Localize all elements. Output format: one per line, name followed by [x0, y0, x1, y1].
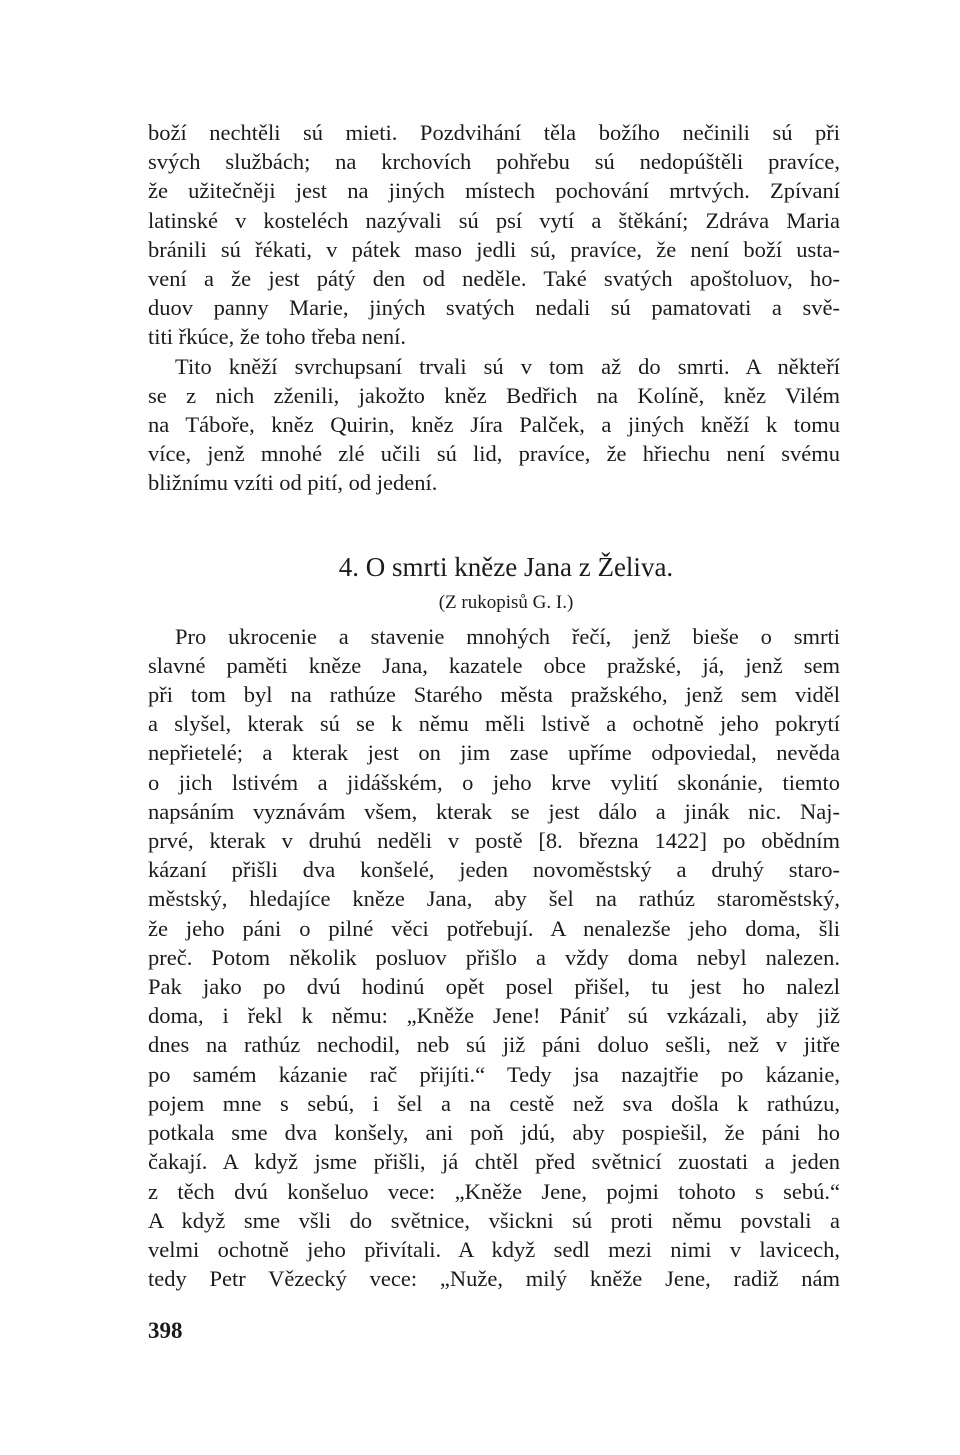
- text-line: čakají. A když jsme přišli, já chtěl před světnicí zuostati a jeden: [148, 1149, 840, 1175]
- paragraph-3: [148, 622, 840, 1294]
- text-line: nepřietelé; a kterak jest on jim zase upříme odpoviedal, nevěda: [148, 740, 840, 766]
- page-number: 398: [148, 1318, 183, 1343]
- section-source-note: (Z rukopisů G. I.): [438, 591, 574, 613]
- text-line: duov panny Marie, jiných svatých nedali sú pamatovati a svě-: [148, 295, 840, 321]
- text-line: velmi ochotně jeho přivítali. A když sedl mezi nimi v lavicech,: [148, 1236, 840, 1262]
- text-line: po samém kázanie rač přijíti.“ Tedy jsa nazajtřie po kázanie,: [148, 1061, 840, 1087]
- text-line: boží nechtěli sú mieti. Pozdvihání těla božího nečinili sú při: [148, 120, 840, 145]
- text-line: preč. Potom několik posluov přišlo a vždy doma nebyl nalezen.: [148, 944, 840, 970]
- section-heading: 4. O smrti kněze Jana z Želiva.: [338, 551, 674, 582]
- text-line: z těch dvú konšeluo vece: „Kněže Jene, pojmi tohoto s sebú.“: [148, 1178, 840, 1204]
- paragraph-2: [148, 352, 840, 498]
- text-line: napsáním vyznávám všem, kterak se jest dálo a jinák nic. Naj-: [148, 798, 840, 824]
- text-line: Tito kněží svrchupsaní trvali sú v tom až do smrti. A někteří: [175, 353, 840, 379]
- text-line: slavné paměti kněze Jana, kazatele obce pražské, já, jenž sem: [148, 652, 840, 678]
- text-line: doma, i řekl k němu: „Kněže Jene! Pániť sú vzkázali, aby již: [148, 1003, 840, 1029]
- text-line: Pro ukrocenie a stavenie mnohých řečí, jenž bieše o smrti: [175, 623, 840, 649]
- text-line: latinské v kosteléch nazývali sú psí vytí a štěkání; Zdráva Maria: [148, 207, 840, 233]
- text-line: dnes na rathúz nechodil, neb sú již páni doluo sešli, než v jitře: [148, 1032, 840, 1058]
- text-line: o jich lstivém a jidášském, o jeho krve vylití skonánie, tiemto: [148, 769, 840, 795]
- text-line: potkala sme dva konšely, ani poň jdú, aby pospiešil, že páni ho: [148, 1120, 840, 1146]
- text-line: že jeho páni o pilné věci potřebují. A nenalezše jeho doma, šli: [148, 915, 840, 941]
- text-line: prvé, kterak v druhú neděli v postě [8. března 1422] po obědním: [148, 828, 840, 854]
- text-line: při tom byl na rathúze Starého města pražského, jenž sem viděl: [148, 682, 840, 708]
- text-line: kázaní přišli dva konšelé, jeden novoměstský a druhý staro-: [148, 857, 840, 883]
- text-line: a slyšel, kterak sú se k němu měli lstivě a ochotně jeho pokrytí: [148, 711, 840, 737]
- page-text: [148, 118, 840, 1293]
- text-line: svých službách; na krchovích pohřebu sú nedopúštěli pravíce,: [148, 149, 840, 175]
- text-line: pojem mne s sebú, i šel a na cestě než sva došla k rathúzu,: [148, 1090, 840, 1116]
- text-line: titi řkúce, že toho třeba není.: [148, 324, 407, 350]
- text-line: se z nich zženili, jakožto kněz Bedřich na Kolíně, kněz Vilém: [148, 382, 840, 408]
- text-line: vení a že jest pátý den od neděle. Také svatých apoštoluov, ho-: [148, 266, 840, 292]
- text-line: více, jenž mnohé zlé učili sú lid, pravíce, že hřiechu není svému: [148, 441, 840, 467]
- text-line: městský, hledajíce kněze Jana, aby šel na rathúz staroměstský,: [148, 886, 840, 912]
- paragraph-1: [148, 118, 840, 352]
- text-line: bližnímu vzíti od pití, od jedení.: [148, 470, 438, 496]
- text-line: že užitečněji jest na jiných místech pochování mrtvých. Zpívaní: [148, 178, 840, 204]
- text-line: tedy Petr Vězecký vece: „Nuže, milý kněže Jene, radiž nám: [148, 1266, 840, 1292]
- text-line: bránili sú řékati, v pátek maso jedli sú, pravíce, že není boží usta-: [148, 236, 840, 262]
- text-line: Pak jako po dvú hodinú opět posel přišel, tu jest ho nalezl: [148, 974, 840, 1000]
- text-line: na Táboře, kněz Quirin, kněz Jíra Palček, a jiných kněží k tomu: [148, 412, 840, 438]
- text-line: A když sme všli do světnice, všickni sú proti němu povstali a: [148, 1207, 840, 1233]
